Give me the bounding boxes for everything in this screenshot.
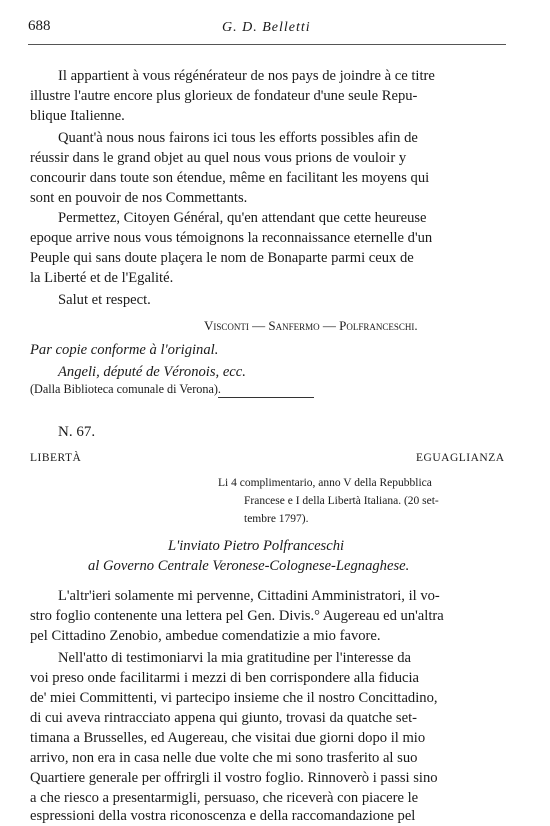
letter-number: N. 67. <box>58 424 96 440</box>
letter1-line: concourir dans toute son étendue, même en facilitant les moyens qui <box>30 170 430 186</box>
letter1-line: réussir dans le grand objet au quel nous vous prions de vouloir y <box>30 150 407 166</box>
header-rule <box>28 44 506 45</box>
letter1-line: Il appartient à vous régénérateur de nos pays de joindre à ce titre <box>58 68 435 84</box>
copy-note: Par copie conforme à l'original. <box>30 342 219 358</box>
letter2-line: espressioni della vostra riconoscenza e della raccomandazione pel <box>30 808 416 824</box>
heading-eguaglianza: EGUAGLIANZA <box>416 452 505 464</box>
signatures: Visconti — Sanfermo — Polfranceschi. <box>204 318 418 333</box>
letter1-line: epoque arrive nous vous témoignons la reconnaissance eternelle d'un <box>30 230 433 246</box>
date-line: Francese e I della Libertà Italiana. (20 set- <box>244 495 439 507</box>
page-number: 688 <box>28 18 51 34</box>
letter1-line: sont en pouvoir de nos Commettants. <box>30 190 248 206</box>
section-separator <box>218 397 314 398</box>
letter2-line: stro foglio contenente una lettera pel Gen. Divis.° Augereau ed un'altra <box>30 608 444 624</box>
letter2-title: al Governo Centrale Veronese-Colognese-Legnaghese. <box>88 558 410 574</box>
letter2-line: de' miei Committenti, vi partecipo insieme che il nostro Concittadino, <box>30 690 438 706</box>
letter1-line: blique Italienne. <box>30 108 125 124</box>
letter2-line: pel Cittadino Zenobio, ambedue comendatizie a mio favore. <box>30 628 381 644</box>
date-line: tembre 1797). <box>244 513 309 525</box>
date-line: Li 4 complimentario, anno V della Repubblica <box>218 477 432 489</box>
letter2-line: Quartiere generale per offrirgli il vostro foglio. Rinnoverò i passi sino <box>30 770 438 786</box>
letter2-line: Nell'atto di testimoniarvi la mia gratitudine per l'interesse da <box>58 650 411 666</box>
letter1-line: Peuple qui sans doute plaçera le nom de Bonaparte parmi ceux de <box>30 250 414 266</box>
letter1-line: illustre l'autre encore plus glorieux de fondateur d'une seule Repu- <box>30 88 418 104</box>
letter1-line: Quant'à nous nous fairons ici tous les efforts possibles afin de <box>58 130 418 146</box>
letter2-line: voi preso onde facilitarmi i mezzi di ben corrispondere alla fiducia <box>30 670 420 686</box>
deputy-line: Angeli, député de Véronois, ecc. <box>58 364 246 380</box>
letter1-closing: Salut et respect. <box>58 292 151 308</box>
running-title: G. D. Belletti <box>222 20 311 35</box>
letter2-line: arrivo, non era in casa nelle due volte che mi sono trasferito al suo <box>30 750 418 766</box>
letter2-line: L'altr'ieri solamente mi pervenne, Cittadini Amministratori, il vo- <box>58 588 440 604</box>
heading-liberta: LIBERTÀ <box>30 452 82 464</box>
letter1-line: la Liberté et de l'Egalité. <box>30 270 174 286</box>
letter2-line: di cui aveva rintracciato appena qui giunto, trovasi da quatche set- <box>30 710 417 726</box>
letter1-line: Permettez, Citoyen Général, qu'en attendant que cette heureuse <box>58 210 427 226</box>
letter2-line: a che riesco a presentarmigli, persuaso, che riceverà con piacere le <box>30 790 419 806</box>
letter2-line: timana a Brusselles, ed Augereau, che visitai due giorni dopo il mio <box>30 730 426 746</box>
source-note: (Dalla Biblioteca comunale di Verona). <box>30 382 221 396</box>
letter2-title: L'inviato Pietro Polfranceschi <box>168 538 345 554</box>
